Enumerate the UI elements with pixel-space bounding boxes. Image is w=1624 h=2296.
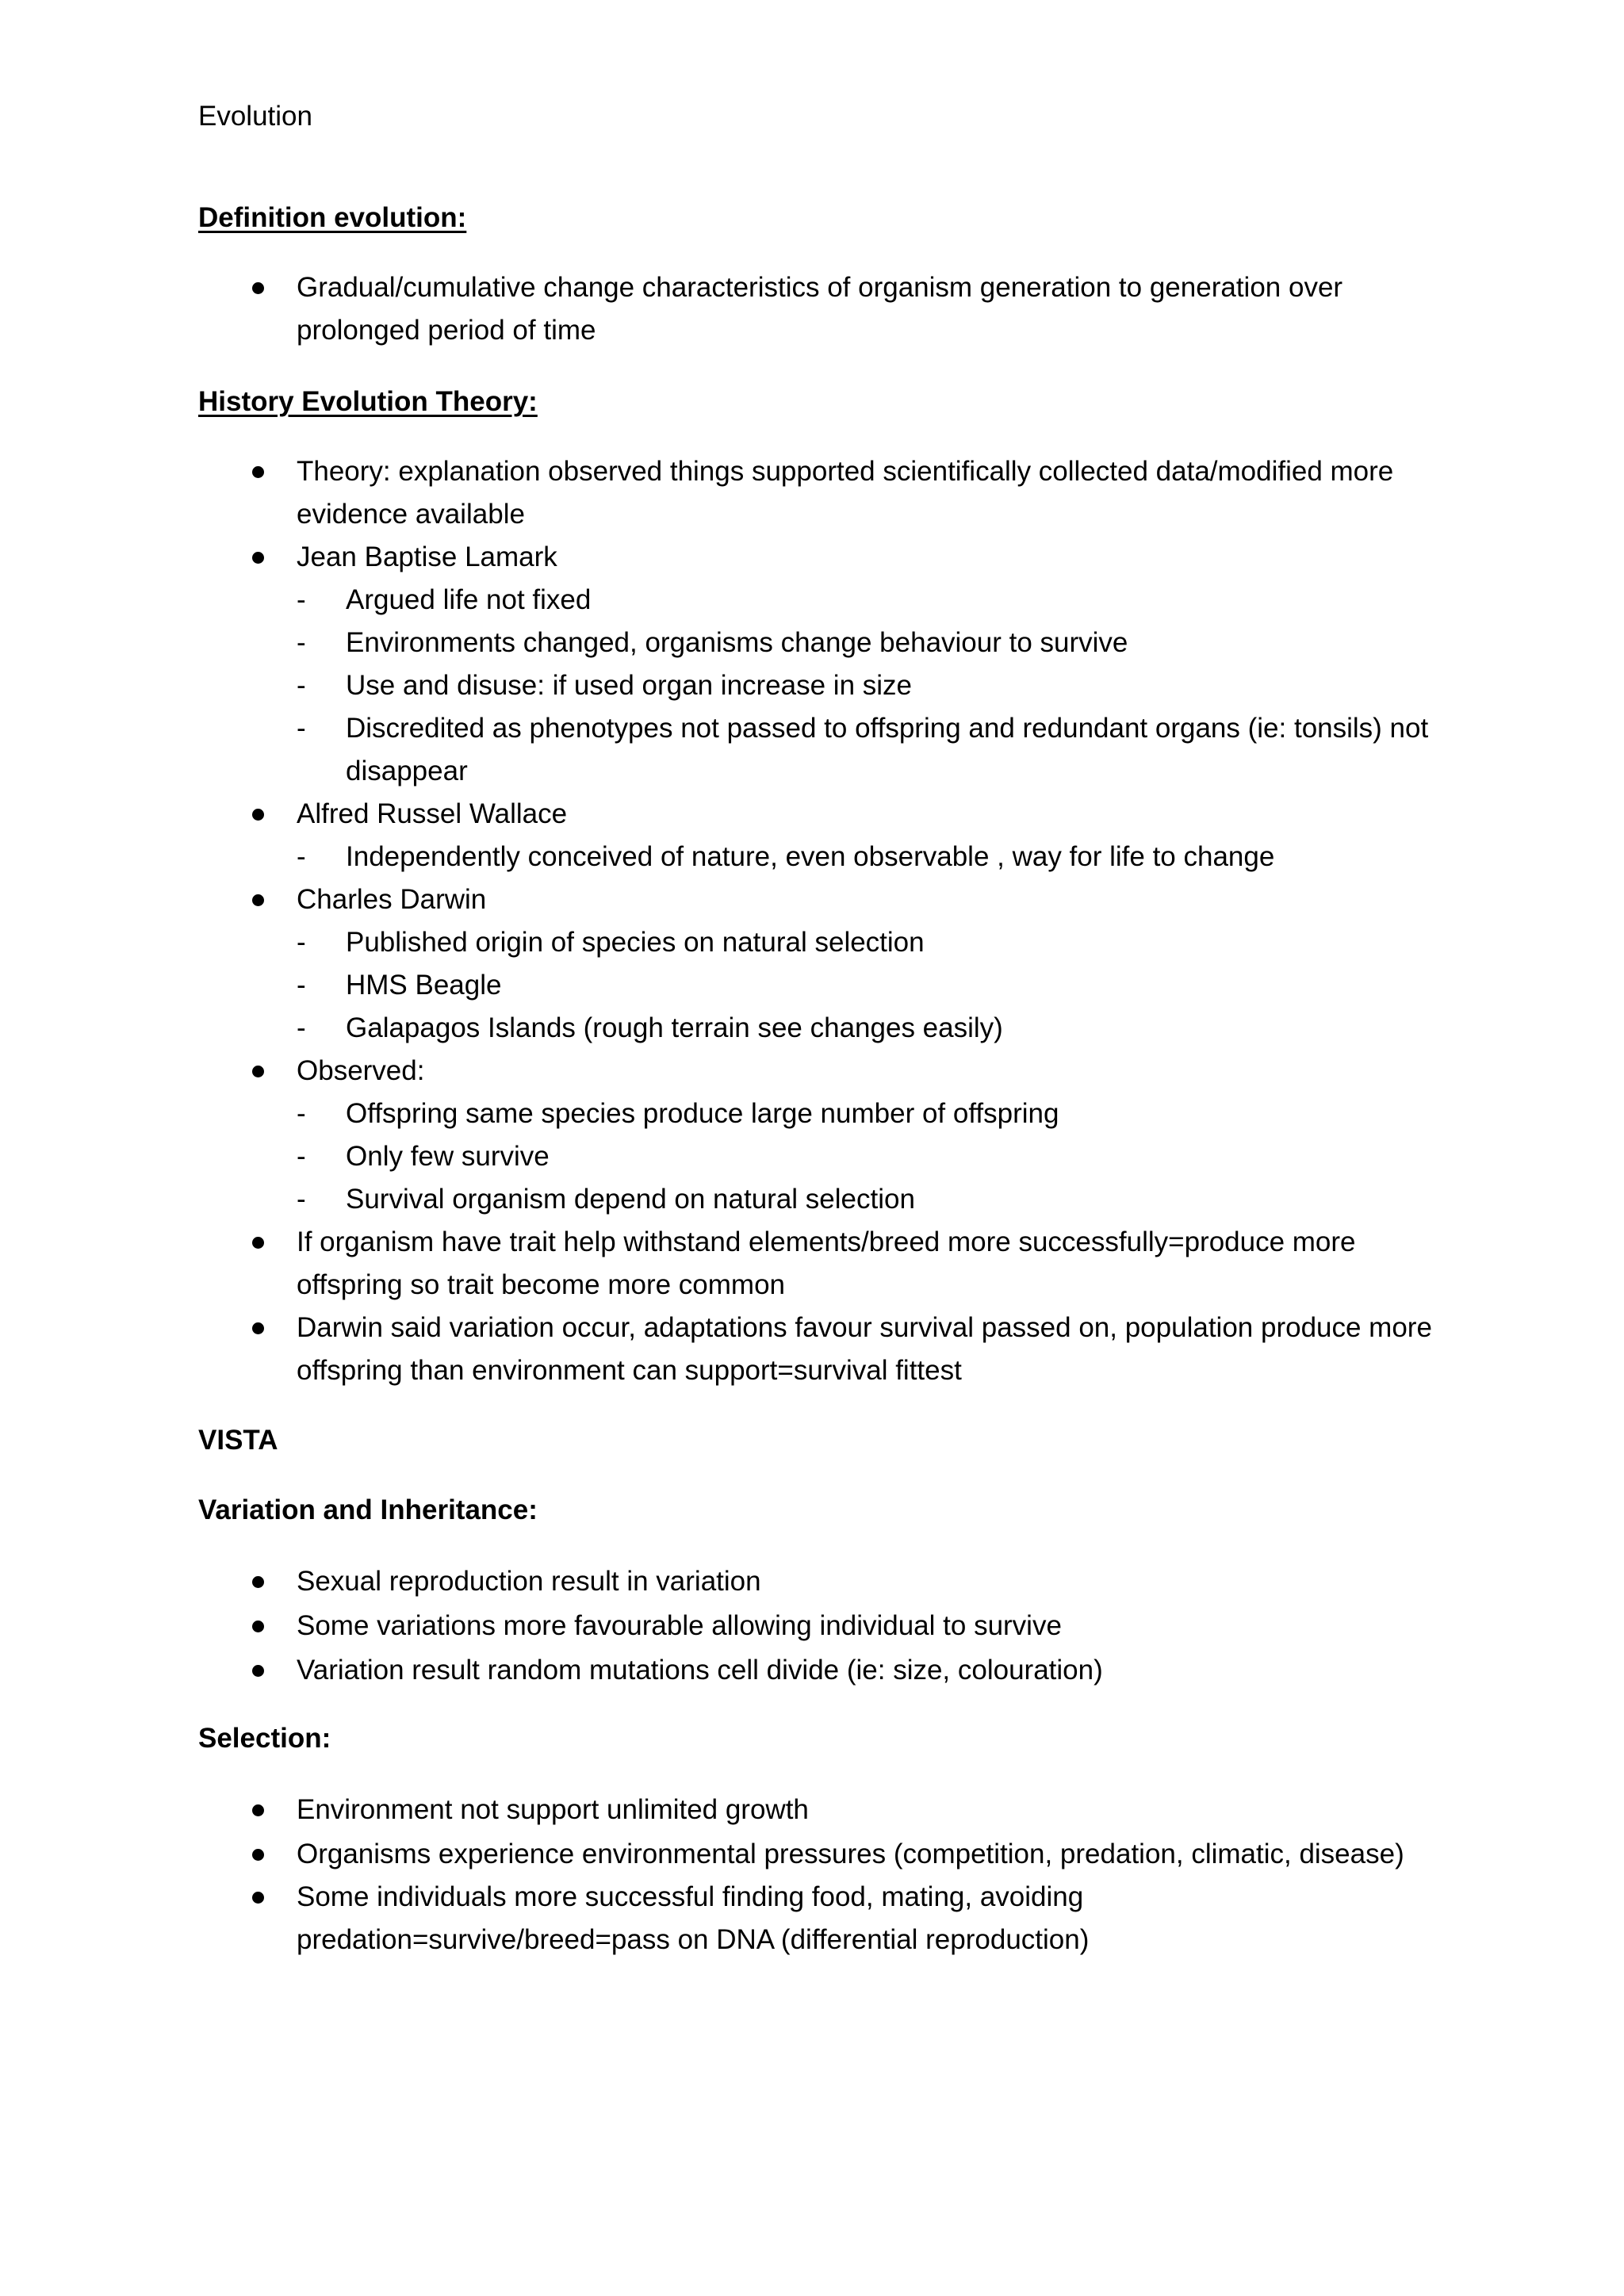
definition-heading: Definition evolution: [198,202,467,233]
dash-marker: - [297,627,306,658]
sub-item-text: Use and disuse: if used organ increase in size [346,670,913,701]
bullet-icon [249,878,266,921]
bullet-text: Observed: [297,1055,425,1086]
dash-marker: - [297,1012,306,1043]
bullet-icon [249,1221,266,1264]
bullet-text: Organisms experience environmental pressures (competition, predation, climatic, disease) [297,1839,1404,1869]
sub-item-text: Discredited as phenotypes not passed to offspring and redundant organs (ie: tonsils) not disappear [346,713,1429,786]
bullet-icon [249,1649,266,1692]
bullet-icon [249,1605,266,1647]
bullet-icon [249,1050,266,1093]
vista-heading: VISTA [198,1425,278,1456]
history-heading: History Evolution Theory: [198,386,538,417]
bullet-text: If organism have trait help withstand elements/breed more successfully=produce more offspring so trait become more common [297,1226,1356,1300]
bullet-text: Theory: explanation observed things supported scientifically collected data/modified more evidence available [297,456,1394,530]
sub-item-text: Offspring same species produce large number of offspring [346,1098,1059,1129]
selection-heading: Selection: [198,1723,331,1754]
sub-item-text: Published origin of species on natural selection [346,927,925,958]
bullet-text: Some variations more favourable allowing individual to survive [297,1610,1062,1641]
sub-item-text: Independently conceived of nature, even observable , way for life to change [346,841,1275,872]
bullet-icon [249,536,266,579]
dash-marker: - [297,841,306,872]
sub-item-text: Survival organism depend on natural selection [346,1184,915,1215]
bullet-text: Gradual/cumulative change characteristics of organism generation to generation over prolonged period of time [297,272,1343,346]
dash-marker: - [297,927,306,958]
dash-marker: - [297,1141,306,1172]
bullet-icon [249,1833,266,1876]
bullet-icon [249,1876,266,1919]
bullet-icon [249,793,266,836]
dash-marker: - [297,670,306,701]
bullet-icon [249,1307,266,1349]
bullet-text: Darwin said variation occur, adaptations favour survival passed on, population produce more offspring than environment can support=survival fittest [297,1312,1432,1386]
dash-marker: - [297,970,306,1001]
bullet-icon [249,266,266,309]
bullet-text: Alfred Russel Wallace [297,798,568,829]
dash-marker: - [297,584,306,615]
bullet-text: Some individuals more successful finding food, mating, avoiding predation=survive/breed=pass on DNA (differential reproduction) [297,1881,1090,1955]
bullet-text: Variation result random mutations cell divide (ie: size, colouration) [297,1655,1103,1686]
bullet-text: Jean Baptise Lamark [297,541,557,572]
bullet-icon [249,1560,266,1603]
dash-marker: - [297,713,306,744]
bullet-text: Sexual reproduction result in variation [297,1566,761,1597]
variation-heading: Variation and Inheritance: [198,1494,538,1525]
sub-item-text: HMS Beagle [346,970,502,1001]
bullet-icon [249,1789,266,1831]
bullet-text: Environment not support unlimited growth [297,1794,809,1825]
dash-marker: - [297,1184,306,1215]
bullet-text: Charles Darwin [297,884,487,915]
sub-item-text: Only few survive [346,1141,550,1172]
sub-item-text: Environments changed, organisms change behaviour to survive [346,627,1128,658]
bullet-icon [249,450,266,493]
dash-marker: - [297,1098,306,1129]
sub-item-text: Galapagos Islands (rough terrain see changes easily) [346,1012,1003,1043]
sub-item-text: Argued life not fixed [346,584,592,615]
document-title: Evolution [198,101,312,132]
